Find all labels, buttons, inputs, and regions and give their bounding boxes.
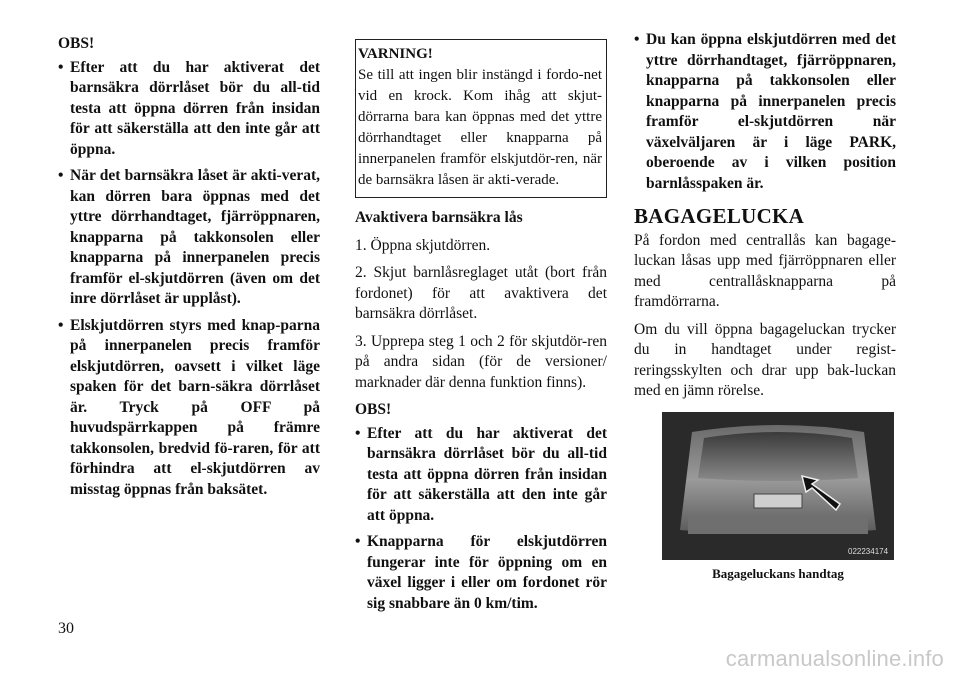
step-1: 1. Öppna skjutdörren. bbox=[355, 236, 491, 254]
bullet-item: • Du kan öppna elskjutdörren med det yttre dörrhandtaget, fjärröppnaren, knapparna på takkonsolen eller knapparna på innerpanelen precis framför el-skjutdörren när växelväljaren är i läge PARK, oberoende av i vilken position barnlåsspaken är. bbox=[634, 31, 896, 192]
rear-bumper bbox=[688, 516, 868, 534]
note-heading: OBS! bbox=[355, 401, 392, 418]
rear-window bbox=[698, 432, 858, 481]
column-1 bbox=[58, 30, 320, 506]
watermark: carmanualsonline.info bbox=[725, 646, 944, 671]
bullet-dot-icon: • bbox=[634, 31, 640, 48]
bullet-dot-icon: • bbox=[58, 316, 64, 334]
paragraph: På fordon med centrallås kan bagage-luckan låsas upp med fjärröppnaren eller med centrallåsknapparna på framdörrarna. bbox=[634, 231, 896, 310]
liftgate-illustration bbox=[662, 412, 894, 560]
bullet-dot-icon: • bbox=[355, 533, 361, 550]
bullet-dot-icon: • bbox=[355, 424, 361, 442]
note-bullet-list bbox=[58, 58, 320, 501]
warning-title: VARNING! bbox=[358, 46, 433, 62]
bullet-dot-icon: • bbox=[58, 58, 64, 76]
figure-code: 022234174 bbox=[848, 546, 889, 556]
note-bullet-list bbox=[355, 424, 607, 615]
note-bullet: • Knapparna för elskjutdörren fungerar inte för öppning om en växel ligger i eller om fordonet rör sig snabbare än 0 km/tim. bbox=[355, 533, 607, 612]
warning-text: Se till att ingen blir instängd i fordo-net vid en krock. Kom ihåg att skjut-dörrarna bara kan öppnas med det yttre dörrhandtaget eller knapparna på innerpanelen framför elskjutdör-ren, när de barnsäkra låsen är akti-verade. bbox=[358, 67, 602, 188]
subheading: Avaktivera barnsäkra lås bbox=[355, 209, 523, 226]
note-bullet: • Efter att du har aktiverat det barnsäkra dörrlåset bör du all-tid testa att öppna dörren från insidan för att säkerställa att den inte går att öppna. bbox=[58, 58, 320, 158]
step-2: 2. Skjut barnlåsreglaget utåt (bort från fordonet) för att avaktivera det barnsäkra dörrlåset. bbox=[355, 264, 607, 322]
column-2 bbox=[355, 30, 607, 620]
note-bullet: • När det barnsäkra låset är akti-verat, kan dörren bara öppnas med det yttre dörrhandtaget, fjärröppnaren, knapparna på takkonsolen eller knapparna på innerpanelen precis framför el-skjutdörren (även om det inre dörrlåset är upplåst). bbox=[58, 167, 320, 307]
note-heading: OBS! bbox=[58, 35, 95, 52]
section-title: BAGAGELUCKA bbox=[634, 204, 805, 228]
bullet-dot-icon: • bbox=[58, 167, 64, 184]
liftgate-figure bbox=[662, 412, 894, 585]
bullet-list bbox=[634, 30, 896, 194]
warning-box bbox=[355, 39, 607, 198]
paragraph: Om du vill öppna bagageluckan trycker du in handtaget under regist-reringsskylten och drar upp bak-luckan med en jämn rörelse. bbox=[634, 320, 896, 399]
license-plate bbox=[754, 494, 802, 508]
page-number: 30 bbox=[58, 620, 74, 637]
column-3 bbox=[634, 30, 896, 584]
note-bullet: • Elskjutdörren styrs med knap-parna på innerpanelen precis framför elskjutdörren, oavsett i vilket läge spaken för det barn-säkra dörrlåset är. Tryck på OFF på huvudspärrkappen på främre takkonsolen, bredvid fö-raren, för att förhindra att el-skjutdörren av misstag öppnas från baksätet. bbox=[58, 316, 320, 498]
figure-caption: Bagageluckans handtag bbox=[712, 565, 844, 581]
step-3: 3. Upprepa steg 1 och 2 för skjutdör-ren på andra sidan (för de versioner/ marknader där denna funktion finns). bbox=[355, 332, 607, 391]
note-bullet: • Efter att du har aktiverat det barnsäkra dörrlåset bör du all-tid testa att öppna dörren från insidan för att säkerställa att den inte går att öppna. bbox=[355, 424, 607, 524]
